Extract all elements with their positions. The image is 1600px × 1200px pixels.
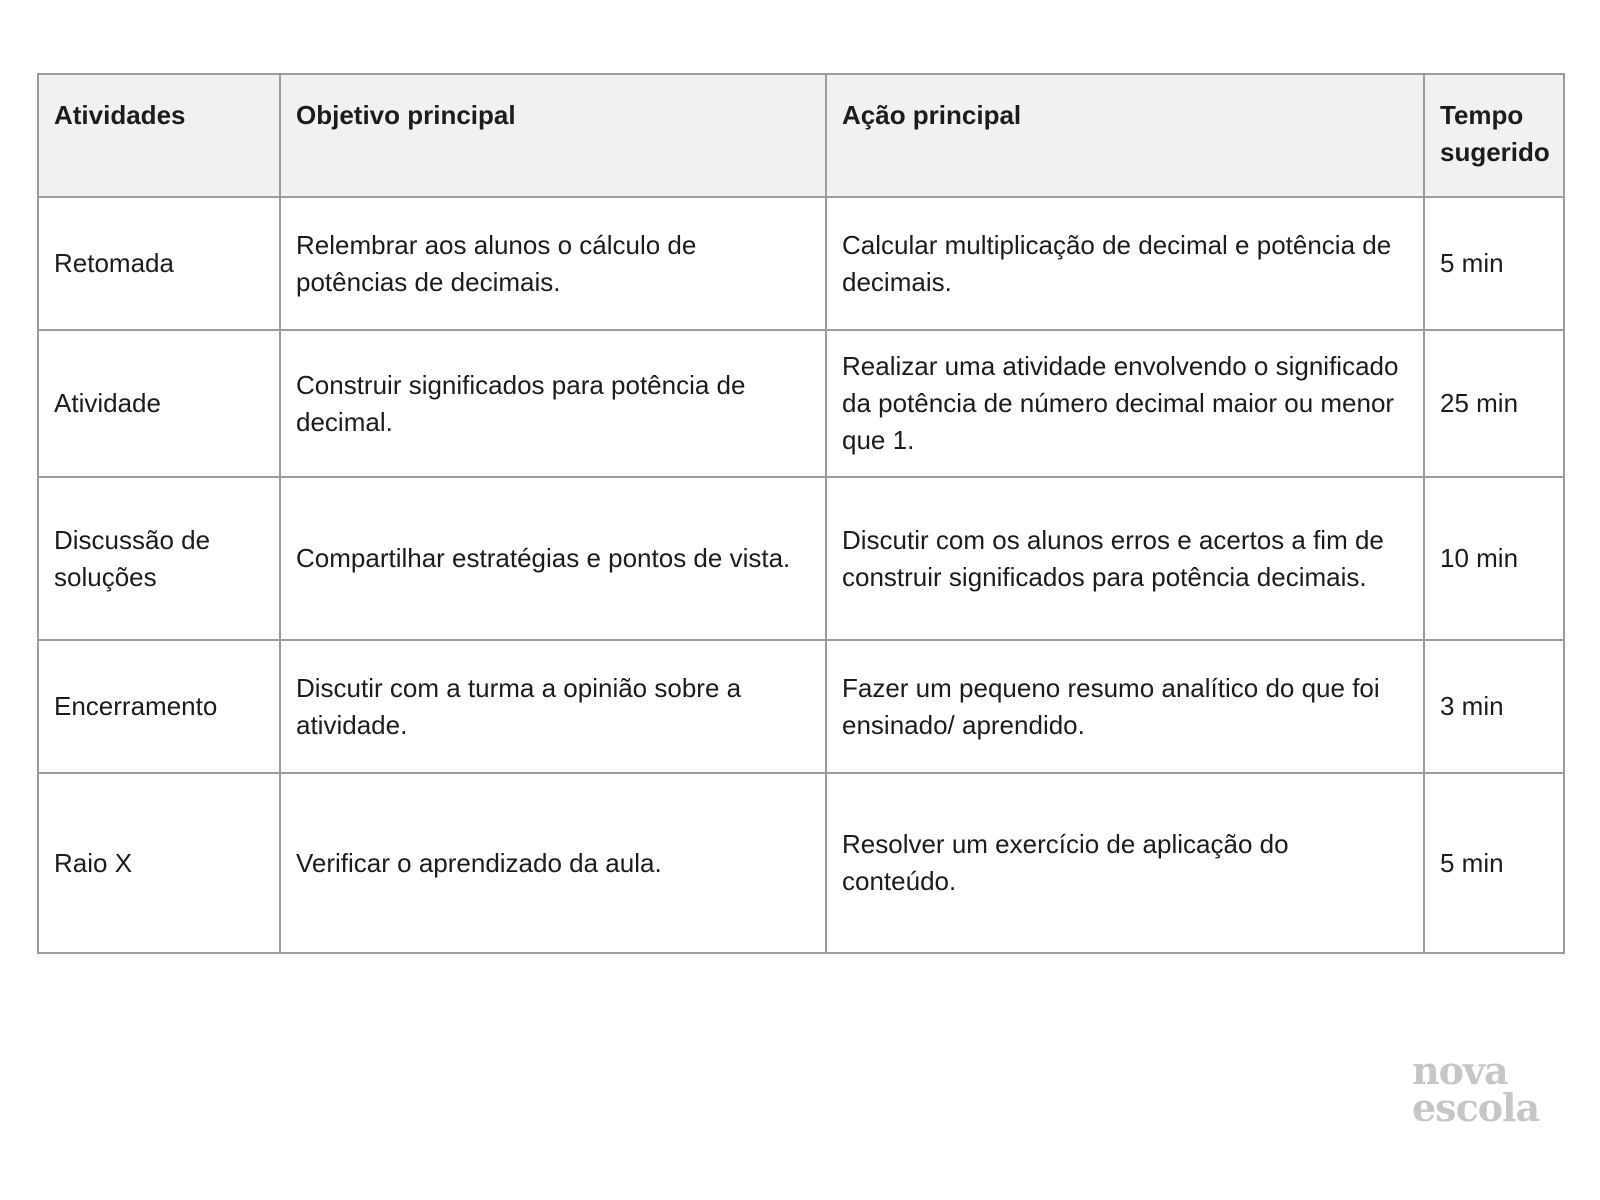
cell-acao: Realizar uma atividade envolvendo o significado da potência de número decimal maior ou menor que 1. [826,330,1424,477]
cell-objetivo: Compartilhar estratégias e pontos de vista. [280,477,826,640]
column-header-acao-principal: Ação principal [826,74,1424,197]
cell-atividade: Encerramento [38,640,280,773]
cell-tempo: 3 min [1424,640,1564,773]
cell-atividade: Atividade [38,330,280,477]
cell-atividade: Discussão de soluções [38,477,280,640]
column-header-objetivo-principal: Objetivo principal [280,74,826,197]
cell-objetivo: Construir significados para potência de decimal. [280,330,826,477]
cell-acao: Fazer um pequeno resumo analítico do que foi ensinado/ aprendido. [826,640,1424,773]
cell-objetivo: Relembrar aos alunos o cálculo de potências de decimais. [280,197,826,330]
table-row-retomada [38,197,1564,330]
table-row-discussao-de-solucoes [38,477,1564,640]
column-header-atividades: Atividades [38,74,280,197]
nova-escola-logo [1412,1048,1540,1131]
table-header-row [38,74,1564,197]
lesson-plan-table [37,73,1565,954]
table-row-raio-x [38,773,1564,953]
logo-line-nova: nova [1412,1048,1508,1093]
cell-tempo: 10 min [1424,477,1564,640]
cell-acao: Discutir com os alunos erros e acertos a fim de construir significados para potência decimais. [826,477,1424,640]
cell-tempo: 5 min [1424,773,1564,953]
cell-atividade: Retomada [38,197,280,330]
cell-tempo: 5 min [1424,197,1564,330]
logo-line-escola: escola [1412,1085,1540,1131]
cell-objetivo: Verificar o aprendizado da aula. [280,773,826,953]
table-row-atividade [38,330,1564,477]
cell-objetivo: Discutir com a turma a opinião sobre a atividade. [280,640,826,773]
cell-acao: Resolver um exercício de aplicação do conteúdo. [826,773,1424,953]
table-row-encerramento [38,640,1564,773]
column-header-tempo-sugerido: Tempo sugerido [1424,74,1564,197]
cell-acao: Calcular multiplicação de decimal e potência de decimais. [826,197,1424,330]
cell-tempo: 25 min [1424,330,1564,477]
cell-atividade: Raio X [38,773,280,953]
